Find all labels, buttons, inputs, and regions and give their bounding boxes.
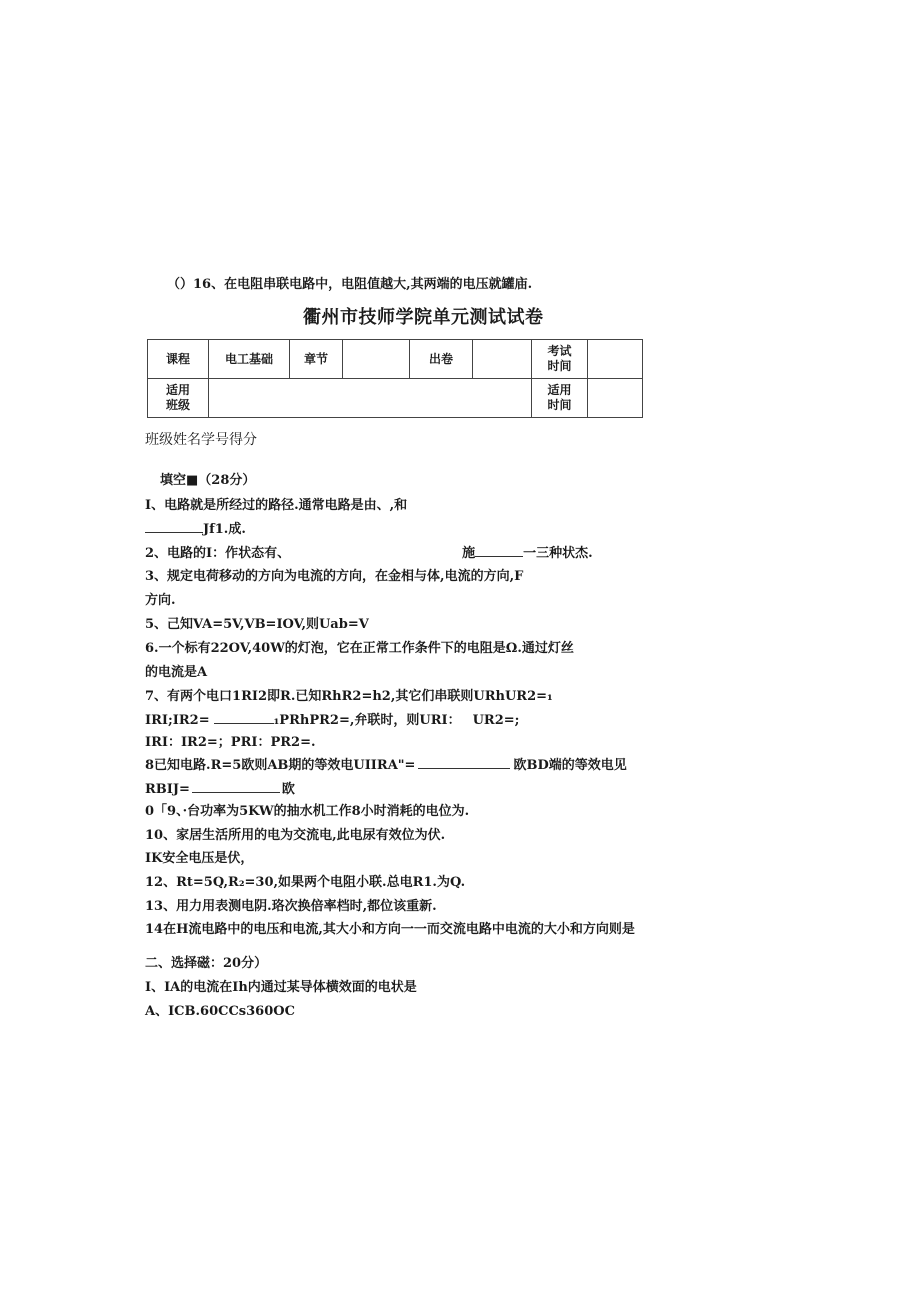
page-title: 衢州市技师学院单元测试试卷 (303, 307, 544, 328)
q8-text-c: RBIJ= (145, 782, 190, 797)
q13-line: 13、用力用表测电阴.珞次换倍率档时,都位该重新. (145, 899, 437, 914)
q2-line (145, 544, 593, 563)
paper-value (473, 340, 532, 379)
choice-q1-options: A、ICB.60CCs360OC (145, 1004, 295, 1019)
time-label-line1: 适用 (547, 383, 572, 397)
time-label-line2: 时间 (547, 398, 572, 412)
answer-blank (475, 544, 523, 557)
q2-text-c: 一三种状杰. (523, 546, 593, 561)
q3-line2: 方向. (145, 593, 176, 608)
q7-line3: IRI：IR2=；PRI：PR2=. (145, 735, 316, 750)
q8-text-b: 欧BD端的等效电见 (513, 758, 627, 773)
paper-label: 出卷 (410, 340, 473, 379)
q1-line2 (145, 520, 246, 539)
answer-blank (214, 711, 274, 724)
class-label-line2: 班级 (165, 398, 190, 412)
q1-line1: I、电路就是所经过的路径.通常电路是由、,和 (145, 498, 408, 513)
student-info: 班级姓名学号得分 (145, 432, 257, 448)
exam-time-label (532, 340, 588, 379)
q8-line1 (145, 756, 627, 775)
q12-line: 12、Rt=5Q,R₂=30,如果两个电阻小联.总电R1.为Q. (145, 875, 466, 890)
q1-line2-text: Jf1.成. (203, 522, 246, 537)
q3-line1: 3、规定电荷移动的方向为电流的方向，在金相与体,电流的方向,F (145, 569, 524, 584)
question-16: （）16、在电阻串联电路中，电阻值越大,其两端的电压就罐庙. (167, 277, 533, 292)
choice-q1: I、IA的电流在Ih内通过某导体横效面的电状是 (145, 980, 417, 995)
course-value: 电工基础 (209, 340, 290, 379)
q9-line: 0「9、·台功率为5KW的抽水机工作8小时消耗的电位为. (145, 804, 470, 819)
answer-blank (145, 520, 203, 533)
q7-text-b: ₁PRhPR2=,弁联时，则URI： (273, 713, 461, 728)
q2-text-a: 2、电路的I：作状态有、 (145, 546, 291, 561)
q2-text-b: 施 (462, 546, 476, 561)
answer-blank (418, 756, 510, 769)
exam-time-label-line2: 时间 (547, 359, 572, 373)
q10-line: 10、家居生活所用的电为交流电,此电尿有效位为伏. (145, 828, 446, 843)
class-label (148, 379, 209, 418)
exam-time-value (588, 340, 643, 379)
chapter-label: 章节 (290, 340, 343, 379)
q8-text-d: 欧 (281, 782, 295, 797)
course-label: 课程 (148, 340, 209, 379)
class-label-line1: 适用 (165, 383, 190, 397)
q6-line1: 6.一个标有22OV,40W的灯泡，它在正常工作条件下的电阻是Ω.通过灯丝 (145, 641, 574, 656)
q7-text-a: IRI;IR2= (145, 713, 210, 728)
section-fill-in-heading: 填空■（28分） (160, 473, 256, 488)
chapter-value (343, 340, 410, 379)
q14-line: 14在H流电路中的电压和电流,其大小和方向一一而交流电路中电流的大小和方向则是 (145, 922, 635, 937)
exam-time-label-line1: 考试 (547, 344, 572, 358)
q7-line2 (145, 711, 519, 730)
q11-line: IK安全电压是伏， (145, 851, 254, 866)
q6-line2: 的电流是A (145, 665, 208, 680)
section-choice-heading: 二、选择磁：20分） (145, 956, 268, 971)
q8-text-a: 8已知电路.R=5欧则AB期的等效电UIIRA"= (145, 758, 416, 773)
exam-header-table (147, 339, 643, 418)
q5-line: 5、己知VA=5V,VB=IOV,则Uab=V (145, 617, 369, 632)
time-value (588, 379, 643, 418)
q7-text-c: UR2=; (472, 713, 520, 728)
q8-line2 (145, 780, 295, 799)
time-label (532, 379, 588, 418)
answer-blank (192, 780, 280, 793)
class-value (209, 379, 532, 418)
q7-line1: 7、有两个电口1RI2即R.已知RhR2=h2,其它们串联则URhUR2=₁ (145, 689, 553, 704)
